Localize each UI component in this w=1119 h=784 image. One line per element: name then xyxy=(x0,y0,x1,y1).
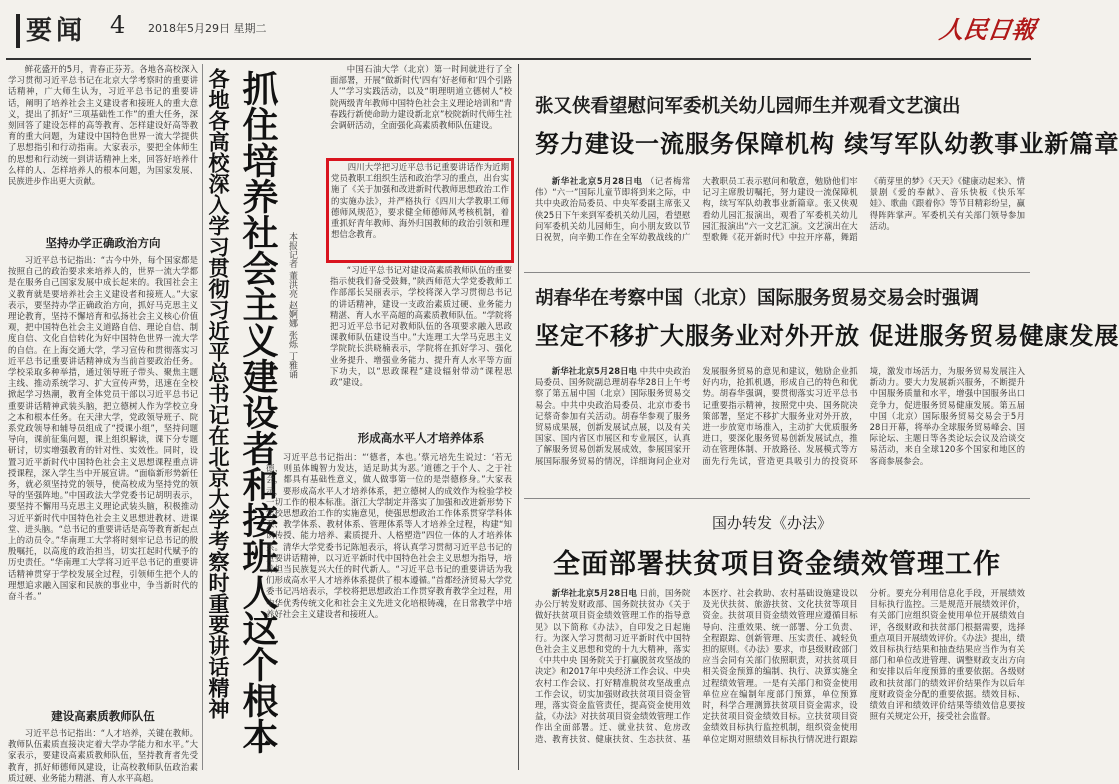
story-divider xyxy=(524,498,1030,499)
story3-body xyxy=(535,366,1025,490)
story2-headline: 努力建设一流服务保障机构 续写军队幼教事业新篇章 xyxy=(535,129,1119,158)
highlighted-paragraph: 四川大学把习近平总书记重要讲话作为近期党员教职工组织生活和政治学习的重点，出台实施了《关于加强和改进新时代教师思想政治工作的实施办法》，并严格执行《四川大学教职工师德师风规范》，要求健全师德师风考核机制，着重抓好青年教师、海外归国教师的政治引领和理想信念教育。 xyxy=(331,162,509,240)
story2-dateline: 新华社北京5月28日电 xyxy=(551,176,643,186)
masthead-rule xyxy=(6,58,1031,60)
issue-date: 2018年5月29日 星期二 xyxy=(148,22,267,35)
lead-byline: 本报记者 董洪亮 赵婀娜 张烁 丁雅诵 xyxy=(287,232,297,379)
lead-col3-mid xyxy=(330,265,512,413)
story2-text: （记者梅常伟）“六一”国际儿童节即将到来之际，中共中央政治局委员、中央军委副主席张又侠25日下午来到军委机关幼儿园，看望慰问军委机关幼儿园师生，向小朋友致以节日祝贺，向辛勤工作在全军幼教战线的广大教职员工表示慰问和敬意，勉励他们牢记习主席殷切嘱托，努力建设一流保障机构，续写军队幼教事业新篇章。张又侠观看幼儿园汇报演出，观看了军委机关幼儿园汇报演出“六一文艺汇演。文艺演出在大型歌舞《花开新时代》中拉开序幕，舞蹈《萌芽里的梦》《天天》《健康动起来》、情景剧《爱的奉献》、音乐快板《快乐军娃》、歌曲《跟着你》等节目精彩纷呈，赢得阵阵掌声。军委机关有关部门领导参加活动。 xyxy=(535,176,1025,243)
lead-kicker: 各地各高校深入学习贯彻习近平总书记在北京大学考察时重要讲话精神 xyxy=(206,68,231,719)
lead-col1-tail xyxy=(8,728,198,783)
story4-headline: 全面部署扶贫项目资金绩效管理工作 xyxy=(553,549,1001,580)
lead-col3-mid-paragraph: “习近平总书记对建设高素质教师队伍的重要指示使我们备受鼓舞，”陕西师范大学党委教师工作部部长吴丽表示，学校将深入学习贯彻总书记的讲话精神，建设一支政治素质过硬、业务能力精湛、育人水平高超的高素质教师队伍。“学院将把习近平总书记对教师队伍的各项要求融入思政课教师队伍建设当中。”大连理工大学马克思主义学院院长洪晓楠表示，学院将在抓好学习、强化业务提升、增强业务能力、提升育人水平等方面下功夫，以“思政课程”建设辐射带动“课程思政”建设。 xyxy=(330,265,512,388)
page-number: 4 xyxy=(110,11,126,39)
lead-headline: 抓住培养社会主义建设者和接班人这个根本 xyxy=(237,70,279,754)
section-name: 要闻 xyxy=(26,16,87,46)
story-divider xyxy=(524,272,1030,273)
story3-kicker: 胡春华在考察中国（北京）国际服务贸易交易会时强调 xyxy=(535,288,980,309)
lead-col3-top xyxy=(330,64,512,156)
story4-body xyxy=(535,588,1025,770)
masthead-bar xyxy=(16,14,20,48)
lead-col3-bottom-paragraph: 习近平总书记指出：“‘德者，本也。’蔡元培先生说过：‘若无德，则虽体魄智力发达，适足助其为恶。’道德之于个人、之于社会，都具有基础性意义，做人做事第一位的是崇德修身。”大家表示，要形成高水平人才培养体系，把立德树人的成效作为检验学校一切工作的根本标准。浙江大学制定并落实了加强和改进新形势下学校思想政治工作的实施意见，使强思想政治工作体系贯穿学科体系、教学体系、教材体系、管理体系等人才培养全过程，构建“知识传授、能力培养、素质提升、人格塑造”四位一体的人才培养体系。清华大学党委书记陈旭表示，将认真学习贯彻习近平总书记的重要讲话精神，以习近平新时代中国特色社会主义思想为指导，培养担当民族复兴大任的时代新人。“习近平总书记的重要讲话为我们形成高水平人才培养体系提供了根本遵循。”首都经济贸易大学党委书记冯培表示，学校将把思想政治工作贯穿教育教学全过程，用中华优秀传统文化和社会主义先进文化培根铸魂，在日常教学中培养好社会主义建设者和接班人。 xyxy=(266,452,512,619)
lead-col3-top-paragraph: 中国石油大学（北京）第一时间就进行了全面部署，开展“做新时代‘四有’好老师和‘四个引路人’”学习实践活动，以及“明理明道立德树人”校院两级青年教师中国特色社会主义理论培训和“青春践行新使命助力建设新北京”校院新时代师生社会调研活动，全面强化高素质教师队伍建设。 xyxy=(330,64,512,131)
lead-subhead-1: 坚持办学正确政治方向 xyxy=(45,236,161,250)
section-divider xyxy=(518,64,519,770)
lead-subhead-3: 形成高水平人才培养体系 xyxy=(357,431,485,445)
lead-col1-intro xyxy=(8,64,198,204)
story4-text: 日前，国务院办公厅转发财政部、国务院扶贫办《关于做好扶贫项目资金绩效管理工作的指导意见》以下简称《办法》，自印发之日起施行。为深入学习贯彻习近平新时代中国特色社会主义思想和党的十九大精神，落实《中共中央 国务院关于打赢脱贫攻坚战的决定》和2017年中央经济工作会议、中央农村工作会议、打好精准脱贫攻坚战重点工作会议，切实加强财政扶贫项目资金管理，落实资金监管责任，提高资金使用效益，《办法》对扶贫项目资金绩效管理工作作出全面部署。迁、就业扶贫、危房改造、教育扶贫、健康扶贫、生态扶贫、基本医疗、社会救助、农村基础设施建设以及光伏扶贫、旅游扶贫、文化扶贫等项目资金。扶贫项目资金绩效管理应遵循目标导向、注重效果、统一部署、分工负责、全程跟踪、创新管理、压实责任、减轻负担的原则。《办法》要求，市县级财政部门应当会同有关部门依照职责，对扶贫项目相关资金预算的编制、执行、决算实施全过程绩效管理。一是有关部门和资金使用单位应在编制年度部门预算，单位预算时，科学合理测算扶贫项目资金需求，设定扶贫项目资金绩效目标。立扶贫项目资金绩效目标执行监控机制，组织资金使用单位定期对照绩效目标执行情况进行跟踪分析。要充分利用信息化手段，开展绩效目标执行监控。三是规范开展绩效评价，有关部门应组织资金使用单位开展绩效自评，各级财政和扶贫部门根据需要，选择重点项目开展绩效评价。《办法》提出，绩效目标执行结果和抽查结果应当作为有关部门和单位改进管理、调整财政支出方向和安排以后年度预算的重要依据。各级财政和扶贫部门的绩效评价结果作为以后年度财政资金分配的重要依据。绩效目标、绩效自评和绩效评价结果等绩效信息要按照有关规定公开，接受社会监督。 xyxy=(535,588,1025,744)
lead-col3-bottom xyxy=(266,452,512,770)
story4-kicker: 国办转发《办法》 xyxy=(712,514,833,532)
story3-headline: 坚定不移扩大服务业对外开放 促进服务贸易健康发展 xyxy=(535,321,1119,350)
lead-col1-body xyxy=(8,255,198,695)
story3-dateline: 新华社北京5月28日电 xyxy=(551,366,637,376)
story2-body xyxy=(535,176,1025,266)
story2-kicker: 张又侠看望慰问军委机关幼儿园师生并观看文艺演出 xyxy=(535,96,961,117)
red-highlight-box xyxy=(326,158,514,263)
column-rule xyxy=(202,64,203,770)
lead-subhead-2: 建设高素质教师队伍 xyxy=(51,709,155,723)
lead-tail-paragraph: 习近平总书记指出：“人才培养，关键在教师。教师队伍素质直接决定着大学办学能力和水平。”大家表示，要建设高素质教师队伍，坚持教育者先受教育，抓好师德师风建设，让高校教师队伍政治素质过硬、业务能力精湛、育人水平高超。 xyxy=(8,728,198,783)
story3-text: 中共中央政治局委员、国务院副总理胡春华28日上午考察了第五届中国（北京）国际服务贸易交易会。中共中央政治局委员、北京市委书记蔡奇参加有关活动。胡春华参观了服务贸易成果展，创新发展试点展，以及有关国家、国内省区市展区和专业展区，认真了解服务贸易创新发展成效，参展国家开展国际服务贸易的情况，详细询问企业对发展服务贸易的意见和建议，勉励企业抓好内功，抢抓机遇，形成自己的特色和优势。胡春华强调，要贯彻落实习近平总书记重要指示精神，按照党中央、国务院决策部署，坚定不移扩大服务业对外开放，进一步放宽市场准入，主动扩大优质服务进口，要深化服务贸易创新发展试点，推动在管理体制、开放路径、发展模式等方面先行先试，营造更具吸引力的投资环境，激发市场活力，为服务贸易发展注入新动力。要大力发展新兴服务，不断提升中国服务质量和水平，增强中国服务出口竞争力，促进服务贸易健康发展。第五届中国（北京）国际服务贸易交易会于5月28日开幕，将举办全球服务贸易峰会、国际论坛、主题日等各类论坛会议及洽谈交易活动，来自全球120多个国家和地区的客商参展参会。 xyxy=(535,366,1025,466)
masthead xyxy=(0,0,1038,58)
lead-body-paragraph: 习近平总书记指出：“古今中外，每个国家都是按照自己的政治要求来培养人的，世界一流大学都是在服务自己国家发展中成长起来的。我国社会主义教育就是要培养社会主义建设者和接班人。”大家表示，要坚持办学正确政治方向，抓好马克思主义理论教育，坚持不懈培育和弘扬社会主义核心价值观，把中国特色社会主义道路自信、理论自信、制度自信、文化自信转化为好中国特色世界一流大学的自信。在上海交通大学，学习宣传和贯彻落实习近平总书记重要讲话精神成为当前首要政治任务。学校采取多种举措，通过领导班子带头、聚焦主题主线、推动系统学习、扩大宣传声势，迅速在全校掀起学习热潮，教育全体党员干部以习近平总书记重要讲话精神武装头脑，把立德树人作为学校立身之本和根本任务。在天津大学，党政领导班子、院系党政领导和辅导员组成了“授课小组”，坚持问题导向，课前征集问题，课上组织解读，课下分专题研讨，切实增强教育的针对性、实效性。同时，设置习近平新时代中国特色社会主义思想课程重点讲授课程，深入学生当中开展宣讲。“面临新形势新任务，就必须坚持党的领导，使高校成为坚持党的领导的坚强阵地。”中国政法大学党委书记胡明表示，要坚持不懈用马克思主义理论武装头脑，积极推动习近平新时代中国特色社会主义思想进教材、进课堂、进头脑。“总书记的重要讲话是高等教育新起点上的动员令。”华南理工大学将时刻牢记总书记的殷殷嘱托，以高度的政治担当，切实扛起时代赋予的历史责任。“华南理工大学将习近平总书记的重要讲话精神贯穿于学校发展全过程，引领师生把个人的理想追求融入国家和民族的事业中，争当新时代的奋斗者。” xyxy=(8,255,198,602)
story4-dateline: 新华社北京5月28日电 xyxy=(551,588,637,598)
lead-intro-paragraph: 鲜花盛开的5月，青春正芬芳。各地各高校深入学习贯彻习近平总书记在北京大学考察时的重要讲话精神，广大师生认为，习近平总书记的重要讲话，阐明了培养社会主义建设者和接班人的重大意义，提出了抓好“三项基础性工作”的重大任务，深刻回答了建设怎样的高等教育、怎样建设好高等教育的重大问题，为建设中国特色世界一流大学提供了思想指引和行动指南。大家表示，要把全体师生的思想和行动统一到讲话精神上来，回答好培养什么样的人、怎样培养人的根本问题，为国家发展、民族进步作出更大贡献。 xyxy=(8,64,198,187)
newspaper-logo: 人民日報 xyxy=(937,15,1038,44)
